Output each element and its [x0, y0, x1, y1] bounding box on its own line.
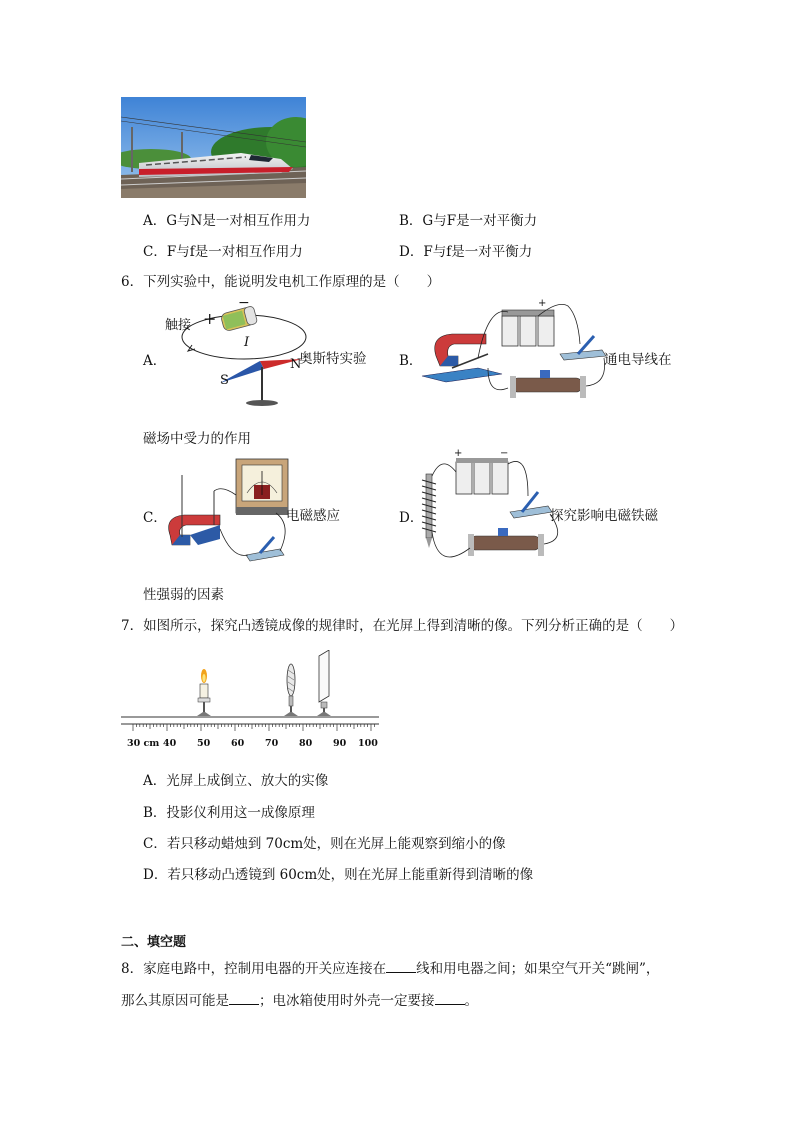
ruler-label-50: 50: [197, 738, 211, 749]
q5-option-b[interactable]: [399, 209, 537, 229]
q7-option-d-text: 若只移动凸透镜到 60cm处，则在光屏上能重新得到清晰的像: [167, 867, 534, 883]
q5-option-d-letter: D．: [399, 244, 424, 260]
q6-option-d-caption: 探究影响电磁铁磁: [550, 508, 658, 524]
ruler-label-30cm: 30 cm: [127, 738, 160, 749]
ruler-label-40: 40: [163, 738, 177, 749]
q8-line-1: [121, 957, 659, 977]
q6-option-a-caption: 奥斯特实验: [299, 351, 367, 367]
q6-option-b-caption-cont: 磁场中受力的作用: [143, 431, 251, 447]
q8-line2-c: 。: [464, 993, 478, 1009]
q8-line2-a: 那么其原因可能是: [121, 993, 229, 1009]
q7-option-c-text: 若只移动蜡烛到 70cm处，则在光屏上能观察到缩小的像: [166, 836, 506, 852]
q7-option-c[interactable]: [143, 832, 506, 852]
q5-option-a[interactable]: [143, 209, 310, 229]
q7-option-d-letter: D．: [143, 867, 168, 883]
q7-option-b[interactable]: [143, 801, 315, 821]
q5-option-c[interactable]: [143, 240, 303, 260]
current-label: I: [244, 335, 250, 350]
ruler-label-90: 90: [333, 738, 347, 749]
electromagnet-strength-figure: [418, 448, 678, 578]
ruler-label-70: 70: [265, 738, 279, 749]
minus-label: −: [238, 295, 250, 311]
q7-option-a-letter: A．: [143, 773, 167, 789]
oersted-experiment-figure: [162, 297, 377, 409]
q5-option-c-letter: C．: [143, 244, 167, 260]
q7-option-d[interactable]: [143, 863, 533, 883]
q7-stem: 7．如图所示，探究凸透镜成像的规律时，在光屏上得到清晰的像。下列分析正确的是（ ）: [121, 618, 684, 634]
q8-blank-1[interactable]: [386, 960, 416, 973]
north-label: N: [290, 357, 302, 372]
q6-option-c-caption: 电磁感应: [286, 508, 340, 524]
q5-option-d[interactable]: [399, 240, 532, 260]
q7-option-c-letter: C．: [143, 836, 167, 852]
section-2-title: 二、填空题: [121, 935, 187, 950]
ruler-scale-labels: [121, 738, 379, 752]
battery-plus-label: +: [454, 448, 463, 459]
q6-stem: 6．下列实验中，能说明发电机工作原理的是（ ）: [121, 274, 441, 290]
q8-line1-a: 8．家庭电路中，控制用电器的开关应连接在: [121, 961, 387, 977]
ruler-label-100: 100: [358, 738, 378, 749]
q5-option-b-text: G与F是一对平衡力: [422, 213, 538, 229]
q5-option-b-letter: B．: [399, 213, 423, 229]
q6-option-a-letter[interactable]: A．: [143, 353, 167, 369]
q6-option-d-letter[interactable]: D．: [399, 510, 424, 526]
q7-option-a-text: 光屏上成倒立、放大的实像: [166, 773, 329, 789]
ruler-label-80: 80: [299, 738, 313, 749]
q8-blank-3[interactable]: [435, 992, 465, 1005]
q5-option-a-letter: A．: [143, 213, 167, 229]
high-speed-train-photo: [121, 97, 306, 198]
q8-line1-b: 线和用电器之间；如果空气开关“跳闸”，: [416, 961, 660, 977]
q5-option-c-text: F与f是一对相互作用力: [166, 244, 303, 260]
force-on-current-figure: [418, 296, 678, 416]
q7-option-b-letter: B．: [143, 805, 167, 821]
electromagnetic-induction-figure: [162, 455, 362, 575]
touch-label: 触接: [165, 318, 192, 333]
q6-option-c-letter[interactable]: C．: [143, 510, 167, 526]
ruler-label-60: 60: [231, 738, 245, 749]
q6-option-b-caption: 通电导线在: [604, 352, 672, 368]
q5-option-a-text: G与N是一对相互作用力: [166, 213, 311, 229]
q8-line2-b: ；电冰箱使用时外壳一定要接: [259, 993, 435, 1009]
battery-plus-label: +: [538, 298, 547, 309]
optical-bench-figure: [121, 650, 379, 756]
q5-option-d-text: F与f是一对平衡力: [423, 244, 533, 260]
plus-label: +: [203, 309, 217, 328]
q8-line-2: [121, 989, 478, 1009]
q6-option-c-caption-cont: 性强弱的因素: [143, 587, 224, 603]
q7-option-a[interactable]: [143, 769, 328, 789]
q8-blank-2[interactable]: [229, 992, 259, 1005]
south-label: S: [220, 373, 229, 388]
battery-minus-label: −: [500, 448, 509, 459]
q6-option-b-letter[interactable]: B．: [399, 353, 423, 369]
q7-option-b-text: 投影仪利用这一成像原理: [166, 805, 315, 821]
